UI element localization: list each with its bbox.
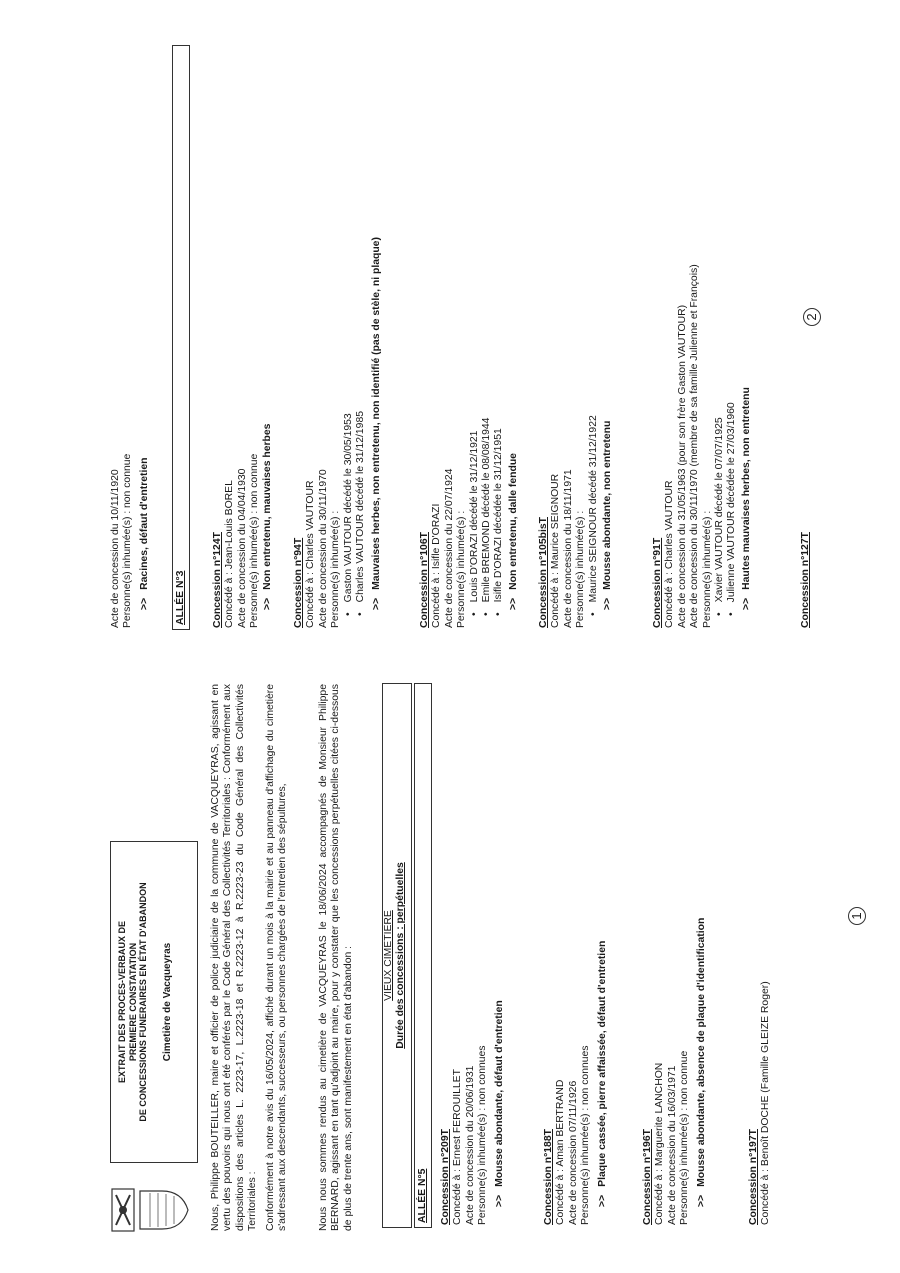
action-note: Non entretenu, mauvaises herbes: [261, 423, 273, 590]
concede-line: Concédé à : Ernest FEROUILLET: [452, 1069, 464, 1225]
action-note: Mousse abondante, absence de plaque d'identification: [695, 917, 707, 1187]
page-number-1: 1: [848, 907, 866, 925]
action-note: Plaque cassée, pierre affaissée, défaut d'entretien: [596, 940, 608, 1187]
concession-title: Concession n°188T: [543, 1129, 554, 1225]
buried-person: • Julienne VAUTOUR décédée le 27/03/1960: [726, 264, 738, 616]
header-box: [110, 841, 198, 1163]
section-header-box: [382, 683, 412, 1228]
acte-line: Acte de concession du 22/07/1924: [443, 468, 455, 628]
arrow-marker: >>: [371, 597, 383, 610]
persons-value: non connue: [249, 453, 261, 508]
acte-line: Acte de concession du 20/06/1931: [464, 1065, 476, 1225]
buried-person: • Emile BREMOND décédé le 08/08/1944: [481, 418, 493, 616]
allee-5-heading: ALLÉE N°5: [414, 683, 432, 1228]
arrow-marker: >>: [493, 1194, 505, 1207]
concession-title: Concession n°91T: [652, 537, 663, 628]
acte-line-2: Acte de concession du 30/11/1970 (membre de sa famille Julienne et François): [689, 264, 701, 628]
persons-value: non connues: [477, 1045, 489, 1105]
arrow-marker: >>: [695, 1194, 707, 1207]
arrow-marker: >>: [138, 597, 150, 610]
intro-paragraph-3: Nous nous sommes rendus au cimetière de VACQUEYRAS le 18/06/2024 accompagnés de Monsieur Philippe BERNARD, agissant en tant qu'adjoint au maire, pour y constater que les concessions perpétuelles citées ci-dessous de plus de trente ans, sont manifestement en état d'abandon :: [318, 684, 354, 1231]
acte-line: Acte de concession 07/11/1926: [567, 1080, 579, 1225]
persons-value: non connue: [122, 453, 134, 508]
concession-title: Concession n°124T: [212, 532, 223, 628]
concession-188t: [543, 941, 609, 1225]
intro-paragraph-2: Conformément à notre avis du 16/05/2024, affiché durant un mois à la mairie et au panneau d'affichage du cimetière s'adressant aux descendants, successeurs, ou personnes chargées de l'entretien des sépultures,: [265, 684, 289, 1231]
concede-line: Concédé à : Maurice SEIGNOUR: [550, 473, 562, 628]
persons-value: non connues: [580, 1045, 592, 1105]
action-note: Non entretenu, dalle fendue: [507, 453, 519, 590]
persons-label: Personne(s) inhumée(s) :: [679, 1107, 691, 1225]
acte-line: Acte de concession du 16/03/1971: [666, 1065, 678, 1225]
section-subtitle: Durée des concessions : perpétuelles: [395, 862, 407, 1049]
acte-line: Acte de concession du 18/11/1971: [562, 469, 574, 628]
concede-line: Concédé à : Charles VAUTOUR: [305, 480, 317, 628]
concession-127t: [800, 532, 812, 628]
concession-197t: [748, 981, 773, 1225]
concession-title: Concession n°127T: [800, 532, 811, 628]
concession-105bist: [538, 415, 614, 628]
acte-line: Acte de concession du 10/11/1920: [110, 469, 121, 628]
concede-line: Concédé à : Benoît DOCHE (Famille GLEIZE Roger): [760, 981, 772, 1225]
acte-line-1: Acte de concession du 31/05/1963 (pour son frère Gaston VAUTOUR): [676, 304, 688, 628]
concession-91t: [652, 264, 753, 628]
page-number-2: 2: [803, 308, 821, 326]
right-column: [0, 28, 900, 628]
concession-title: Concession n°209T: [440, 1129, 451, 1225]
section-title: VIEUX CIMETIERE: [383, 910, 394, 1001]
concession-209t: [440, 1000, 506, 1225]
concession-title: Concession n°197T: [748, 1129, 759, 1225]
concede-line: Concédé à : Aman BERTRAND: [555, 1079, 567, 1225]
arrow-marker: >>: [507, 597, 519, 610]
arrow-marker: >>: [261, 597, 273, 610]
action-note: Mauvaises herbes, non entretenu, non identifié (pas de stèle, ni plaque): [371, 237, 383, 590]
concession-title: Concession n°196T: [642, 1129, 653, 1225]
concession-title: Concession n°105bisT: [538, 517, 549, 628]
acte-line: Acte de concession du 30/11/1970: [317, 469, 329, 628]
header-line-3: DE CONCESSIONS FUNERAIRES EN ÉTAT D'ABANDON: [138, 882, 148, 1122]
persons-value: non connue: [679, 1050, 691, 1105]
acte-line: Acte de concession du 04/04/1930: [236, 468, 248, 628]
persons-label: Personne(s) inhumée(s) :: [249, 510, 261, 628]
arrow-marker: >>: [596, 1194, 608, 1207]
left-column: [0, 683, 900, 1243]
persons-label: Personne(s) inhumée(s) :: [580, 1107, 592, 1225]
persons-label: Personne(s) inhumée(s) :: [330, 510, 342, 628]
buried-person: • Louis D'ORAZI décédé le 31/12/1921: [469, 418, 481, 616]
concession-124t: [212, 424, 274, 628]
persons-label: Personne(s) inhumée(s) :: [456, 510, 468, 628]
concession-106t: [419, 418, 520, 628]
header-line-2: PREMIERE CONSTATATION: [127, 942, 138, 1062]
persons-label: Personne(s) inhumée(s) :: [575, 510, 587, 628]
action-note: Hautes mauvaises herbes, non entretenu: [740, 387, 752, 590]
buried-person: • Charles VAUTOUR décédé le 31/12/1985: [355, 237, 367, 616]
concede-line: Concédé à : Charles VAUTOUR: [664, 480, 676, 628]
header-line-1: EXTRAIT DES PROCES-VERBAUX DE: [117, 920, 127, 1084]
buried-person: • Gaston VAUTOUR décédé le 30/05/1953: [343, 237, 355, 616]
concession-94t: [293, 237, 384, 628]
cemetery-name: Cimetière de Vacqueyras: [161, 942, 173, 1062]
action-note: Mousse abondante, non entretenu: [602, 420, 614, 590]
arrow-marker: >>: [740, 597, 752, 610]
concession-196t: [642, 918, 708, 1225]
concede-line: Concédé à : Jean-Louis BOREL: [224, 480, 236, 628]
buried-person: • Xavier VAUTOUR décédé le 07/07/1925: [714, 264, 726, 616]
concession-continued: [110, 454, 151, 628]
arrow-marker: >>: [602, 597, 614, 610]
concede-line: Concédé à : Isifle D'ORAZI: [431, 503, 443, 628]
concede-line: Concédé à : Marguerite LANCHON: [654, 1062, 666, 1225]
allee-3-heading: ALLÉE N°3: [172, 45, 190, 630]
intro-paragraph-1: Nous, Philippe BOUTEILLER, maire et officier de police judiciaire de la commune de VACQUEYRAS, agissant en vertu des pouvoirs qui nous ont été conférés par le Code Général des Collectivités Territoriales : Conformément aux dispositions des articles L. 2223-17, L.2223-18 et R.2223-12 à R.2223-23 du Code Général des Collectivités Territoriales :: [210, 684, 259, 1231]
persons-label: Personne(s) inhumée(s) :: [477, 1107, 489, 1225]
concession-title: Concession n°106T: [419, 532, 430, 628]
persons-label: Personne(s) inhumée(s) :: [122, 510, 134, 628]
buried-person: • Isifle D'ORAZI décédée le 31/12/1951: [493, 418, 505, 616]
action-note: Racines, défaut d'entretien: [138, 457, 150, 590]
concession-title: Concession n°94T: [293, 537, 304, 628]
buried-person: • Maurice SEIGNOUR décédé 31/12/1922: [588, 415, 600, 616]
coat-of-arms-icon: [110, 1185, 190, 1235]
action-note: Mousse abondante, défaut d'entretien: [493, 1000, 505, 1187]
persons-label: Personne(s) inhumée(s) :: [701, 510, 713, 628]
